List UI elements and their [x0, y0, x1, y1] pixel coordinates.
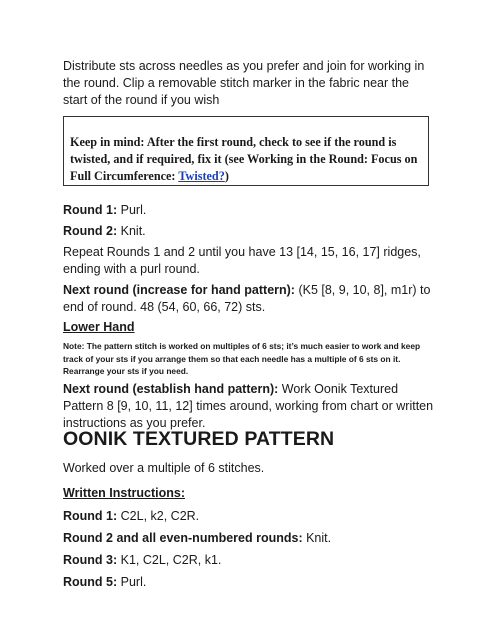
reminder-tail: ): [224, 169, 229, 183]
round-2-label: Round 2:: [63, 224, 118, 238]
increase-label: Next round (increase for hand pattern):: [63, 283, 295, 297]
increase-paragraph: [63, 282, 435, 316]
pattern-round-2-label: Round 2 and all even-numbered rounds:: [63, 531, 303, 545]
pattern-round-1: [63, 508, 435, 525]
lower-hand-note: Note: The pattern stitch is worked on multiples of 6 sts; it’s much easier to work and keep track of your sts if you arrange them so that each needle has a multiple of 6 sts on it. Rearrange your sts if you need.: [63, 341, 421, 376]
twisted-link[interactable]: Twisted?: [178, 169, 225, 183]
pattern-heading: OONIK TEXTURED PATTERN: [63, 428, 335, 450]
increase-text: (K5 [8, 9, 10, 8], m1r) to end of round. 48 (54, 60, 66, 72) sts.: [63, 283, 431, 314]
round-2-text: Knit.: [117, 224, 146, 238]
intro-paragraph: Distribute sts across needles as you prefer and join for working in the round. Clip a removable stitch marker in the fabric near the start of the round if you wish: [63, 59, 425, 107]
round-1-text: Purl.: [117, 203, 147, 217]
reminder-box: [63, 116, 429, 186]
pattern-round-3: [63, 552, 435, 569]
establish-paragraph: [63, 381, 435, 432]
pattern-round-1-label: Round 1:: [63, 509, 118, 523]
pattern-round-5-label: Round 5:: [63, 575, 118, 589]
pattern-round-2: [63, 530, 435, 547]
establish-text: Work Oonik Textured Pattern 8 [9, 10, 11, 12] times around, working from chart or written instructions as you prefer.: [63, 382, 434, 430]
worked-over-text: Worked over a multiple of 6 stitches.: [63, 461, 265, 475]
round-2-line: [63, 223, 435, 240]
written-instructions-heading: Written Instructions:: [63, 486, 185, 500]
pattern-round-3-text: K1, C2L, C2R, k1.: [117, 553, 222, 567]
round-1-label: Round 1:: [63, 203, 118, 217]
lower-hand-heading: Lower Hand: [63, 320, 135, 334]
pattern-round-5: [63, 574, 435, 591]
round-1-line: [63, 202, 435, 219]
pattern-round-2-text: Knit.: [302, 531, 332, 545]
reminder-text: Keep in mind: After the first round, check to see if the round is twisted, and if required, fix it (see Working in the Round: Focus on Full Circumference:: [70, 135, 418, 183]
pattern-round-1-text: C2L, k2, C2R.: [117, 509, 200, 523]
pattern-round-3-label: Round 3:: [63, 553, 118, 567]
pattern-round-5-text: Purl.: [117, 575, 147, 589]
establish-label: Next round (establish hand pattern):: [63, 382, 279, 396]
repeat-paragraph: Repeat Rounds 1 and 2 until you have 13 [14, 15, 16, 17] ridges, ending with a purl round.: [63, 245, 421, 276]
